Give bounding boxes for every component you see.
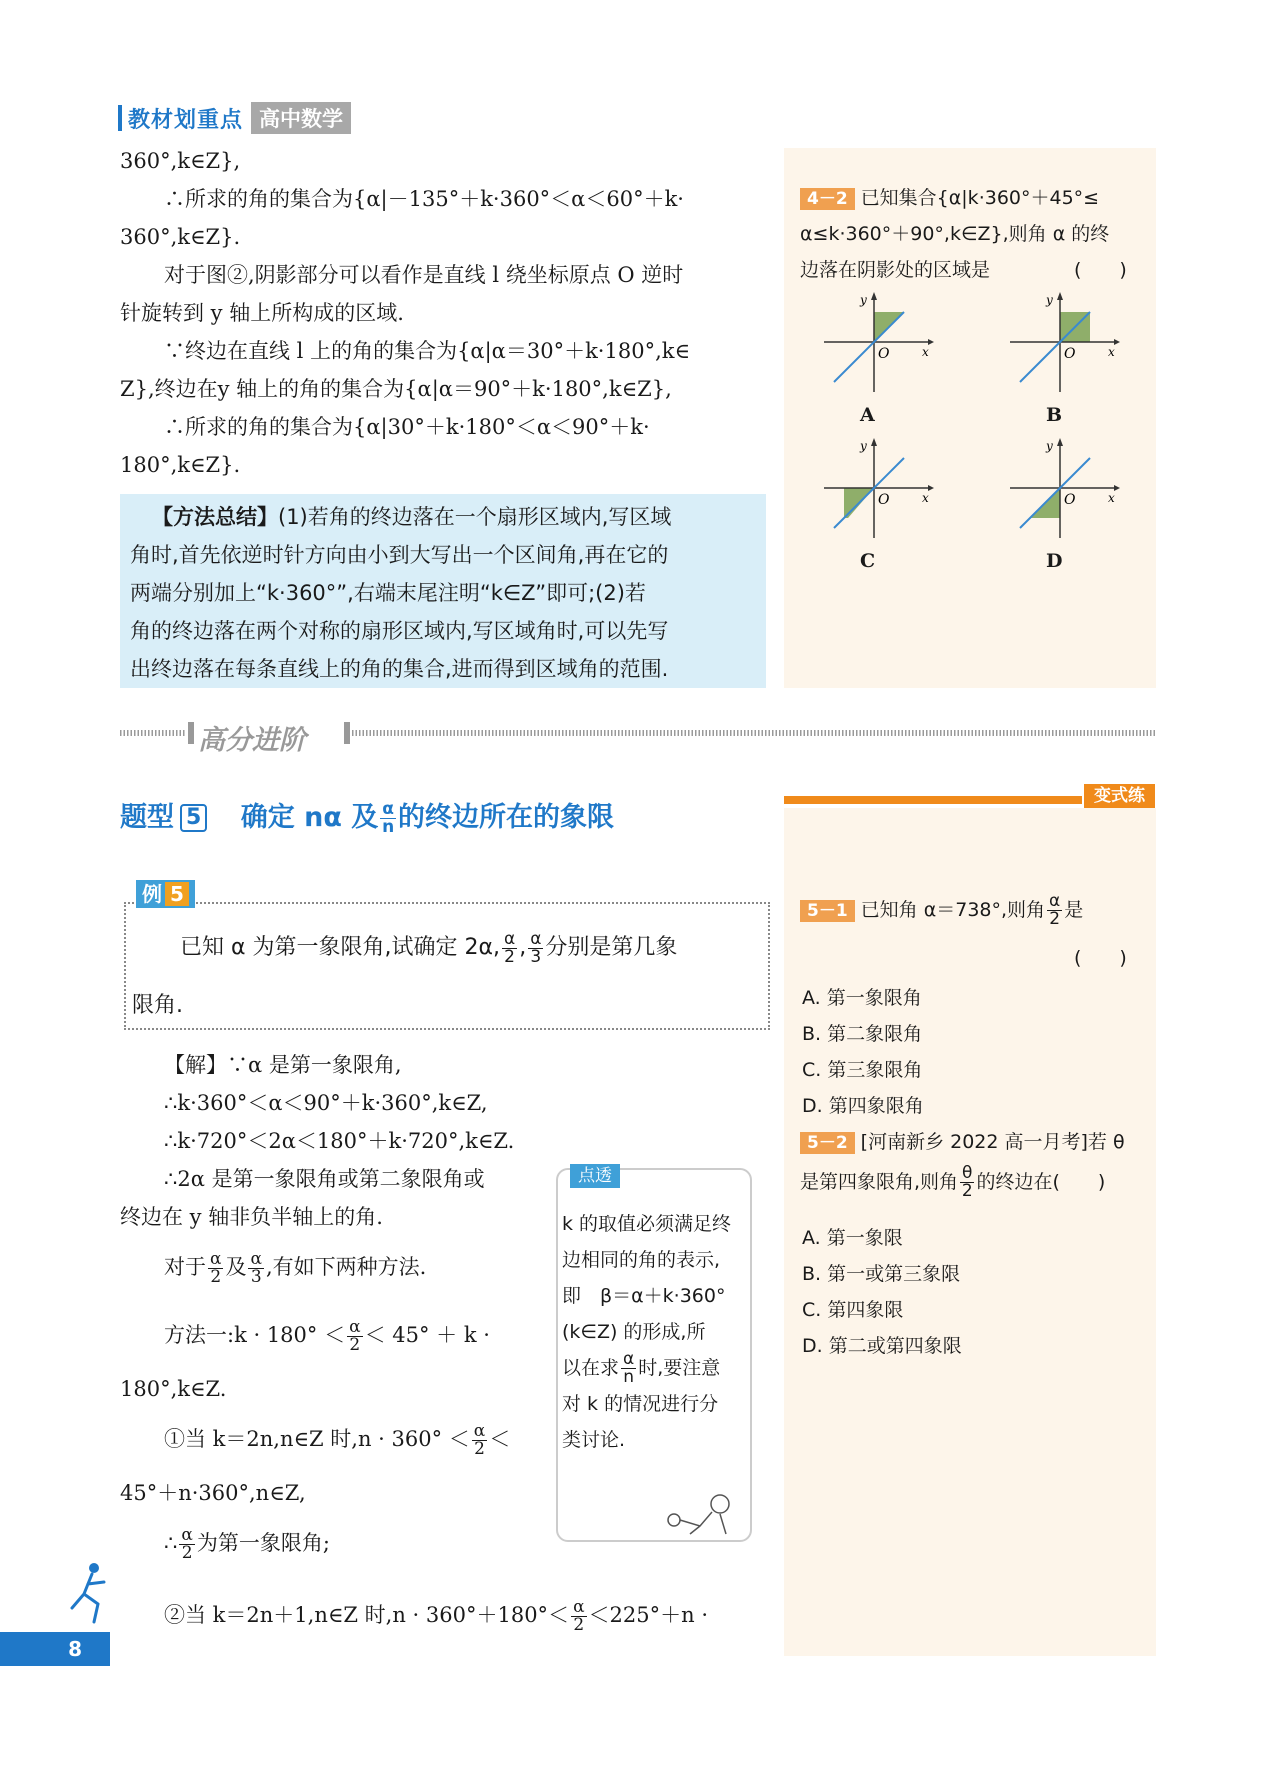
solution-line: 方法一:k · 180° ＜ $\frac{\alpha}{2}$ ＜ 45° ＋ k · (164, 1317, 490, 1355)
section-prefix: 题型 (120, 802, 174, 833)
option-c-label: C (860, 550, 876, 572)
origin-label: O (878, 346, 890, 362)
example-line: 限角. (132, 993, 183, 1018)
tip-label: 点透 (570, 1164, 620, 1188)
text-line: Z},终边在y 轴上的角的集合为{α|α＝90°＋k·180°,k∈Z}, (120, 377, 672, 401)
q4-2-line (800, 180, 1099, 216)
header-bar (118, 105, 122, 131)
summary-line: 出终边落在每条直线上的角的集合,进而得到区域角的范围. (130, 657, 669, 681)
fraction: $\frac{\alpha}{2}$ (503, 928, 516, 967)
solution-line: 【解】∵α 是第一象限角, (164, 1053, 402, 1077)
solution-line: ①当 k＝2n,n∈Z 时,n · 360° ＜ $\frac{\alpha}{2}$ ＜ (164, 1421, 511, 1459)
text-line: 360°,k∈Z}, (120, 149, 241, 173)
option-b-label: B (1046, 404, 1063, 426)
diagram-b (1010, 292, 1120, 392)
fraction: $\frac{\alpha}{2}$ (349, 1317, 361, 1355)
example-line: 已知 α 为第一象限角,试确定 2α, $\frac{\alpha}{2}$ , $\frac{\alpha}{3}$ 分别是第几象 (180, 928, 678, 967)
q5-2-option: D. 第二或第四象限 (802, 1335, 962, 1357)
y-arrow (1057, 292, 1063, 300)
y-label: y (860, 293, 867, 307)
text-line: 180°,k∈Z}. (120, 453, 241, 477)
tip-line: k 的取值必须满足终 (562, 1213, 732, 1235)
q4-2-text: 已知集合{α|k·360°＋45°≤ (860, 187, 1100, 209)
summary-line: (1)若角的终边落在一个扇形区域内,写区域 (278, 505, 672, 529)
header-book: 教材划重点 (128, 107, 244, 133)
text-line: ∴所求的角的集合为{α|－135°＋k·360°＜α＜60°＋k· (164, 187, 684, 211)
solution-line: ∴k·360°＜α＜90°＋k·360°,k∈Z, (164, 1091, 488, 1115)
answer-blank: ( ) (1074, 947, 1127, 969)
section-title-text: 确定 nα 及 (240, 802, 379, 833)
tip-line: 即 β＝α＋k·360° (562, 1285, 726, 1307)
example-label: 例 5 (136, 880, 195, 908)
runner-icon (64, 1560, 114, 1630)
text-line: ∵终边在直线 l 上的角的集合为{α|α＝30°＋k·180°,k∈ (164, 339, 691, 363)
diagram-c (824, 438, 934, 538)
y-arrow (871, 292, 877, 300)
x-label: x (922, 491, 929, 505)
fraction: $\frac{\alpha}{2}$ (210, 1249, 222, 1287)
tip-text (562, 1206, 731, 1458)
text-line: 对于图②,阴影部分可以看作是直线 l 绕坐标原点 O 逆时 (164, 263, 684, 287)
section-title-suffix: 的终边所在的象限 (397, 802, 614, 833)
option-a-label: A (860, 404, 875, 426)
fraction: $\frac{\alpha}{3}$ (530, 928, 542, 967)
solution-line: 终边在 y 轴非负半轴上的角. (120, 1205, 383, 1229)
text-line: ∴所求的角的集合为{α|30°＋k·180°＜α＜90°＋k· (164, 415, 650, 439)
q5-2-option: B. 第一或第三象限 (802, 1263, 961, 1285)
y-label: y (1046, 293, 1053, 307)
option-d-label: D (1046, 550, 1063, 572)
q5-2-option: C. 第四象限 (802, 1299, 904, 1321)
divider-title: 高分进阶 (198, 725, 306, 756)
tip-line: 对 k 的情况进行分 (562, 1393, 719, 1415)
diagram-a (824, 292, 934, 392)
q5-2-line: 5－2 [河南新乡 2022 高一月考]若 θ (800, 1124, 1125, 1160)
diagonal-line (1020, 312, 1090, 382)
origin-label: O (1064, 492, 1076, 508)
y-label: y (1046, 439, 1053, 453)
diagram-d (1010, 438, 1120, 538)
x-arrow (928, 485, 934, 491)
solution-line: ②当 k＝2n＋1,n∈Z 时,n · 360°＋180°＜ $\frac{\alpha}{2}$ ＜225°＋n · (164, 1597, 709, 1635)
tip-line: 边相同的角的表示, (562, 1249, 721, 1271)
x-arrow (1114, 339, 1120, 345)
fraction: $\frac{\alpha}{n}$ (382, 799, 395, 837)
origin-label: O (878, 492, 890, 508)
fraction: $\frac{\alpha}{2}$ (1049, 891, 1061, 929)
running-header (118, 102, 351, 134)
fraction: $\frac{\alpha}{2}$ (181, 1525, 193, 1563)
x-label: x (1108, 345, 1115, 359)
divider-bracket (188, 722, 194, 744)
solution-line: 180°,k∈Z. (120, 1377, 227, 1401)
fraction: $\frac{\theta}{2}$ (961, 1163, 973, 1201)
diagonal-line (834, 312, 904, 382)
tip-line: 以在求 $\frac{\alpha}{n}$ 时,要注意 (562, 1349, 721, 1387)
fraction: $\frac{\alpha}{3}$ (250, 1249, 262, 1287)
fraction: $\frac{\alpha}{2}$ (573, 1597, 585, 1635)
q5-2-tag: 5－2 (800, 1132, 855, 1154)
origin-label: O (1064, 346, 1076, 362)
cartoon-figure-icon (660, 1490, 750, 1536)
page-number: 8 (0, 1632, 110, 1666)
q5-2-option: A. 第一象限 (802, 1227, 903, 1249)
solution-line: 对于 $\frac{\alpha}{2}$ 及 $\frac{\alpha}{3}$ ,有如下两种方法. (164, 1249, 427, 1287)
q5-1-option: B. 第二象限角 (802, 1023, 923, 1045)
q4-2-tag: 4－2 (800, 188, 855, 210)
solution-line: ∴k·720°＜2α＜180°＋k·720°,k∈Z. (164, 1129, 515, 1153)
divider-bracket (344, 722, 350, 744)
x-arrow (1114, 485, 1120, 491)
section-number: 5 (180, 804, 207, 832)
y-arrow (1057, 438, 1063, 446)
q4-2-line: 边落在阴影处的区域是 (800, 259, 991, 281)
fraction: $\frac{\alpha}{2}$ (473, 1421, 486, 1459)
solution-line: 45°＋n·360°,n∈Z, (120, 1481, 306, 1505)
q4-2-line: α≤k·360°＋90°,k∈Z},则角 α 的终 (800, 223, 1110, 245)
summary-line: 两端分别加上“k·360°”,右端末尾注明“k∈Z”即可;(2)若 (130, 581, 646, 605)
summary-label: 【方法总结】 (152, 505, 278, 529)
y-arrow (871, 438, 877, 446)
summary-line: 角的终边落在两个对称的扇形区域内,写区域角时,可以先写 (130, 619, 669, 643)
tip-line: (k∈Z) 的形成,所 (562, 1321, 706, 1343)
section-title (120, 795, 614, 836)
variant-tab: 变式练 (1082, 782, 1157, 810)
q5-2-line: 是第四象限角,则角 $\frac{\theta}{2}$ 的终边在( ) (800, 1163, 1106, 1201)
answer-blank: ( ) (1074, 259, 1127, 281)
header-subject: 高中数学 (251, 102, 351, 134)
method-summary (120, 494, 766, 688)
x-arrow (928, 339, 934, 345)
q5-1-tag: 5－1 (800, 900, 855, 922)
text-line: 针旋转到 y 轴上所构成的区域. (120, 301, 404, 325)
y-label: y (860, 439, 867, 453)
example-box (124, 902, 770, 1030)
text-line: 360°,k∈Z}. (120, 225, 241, 249)
fraction: $\frac{\alpha}{n}$ (623, 1349, 635, 1387)
q5-1-option: A. 第一象限角 (802, 987, 922, 1009)
q5-1-option: D. 第四象限角 (802, 1095, 924, 1117)
q5-1-line: 5－1 已知角 α＝738°,则角 $\frac{\alpha}{2}$ 是 (800, 892, 1083, 928)
x-label: x (1108, 491, 1115, 505)
summary-line: 角时,首先依逆时针方向由小到大写出一个区间角,再在它的 (130, 543, 669, 567)
tip-line: 类讨论. (562, 1429, 626, 1451)
solution-line: ∴2α 是第一象限角或第二象限角或 (164, 1167, 485, 1191)
q5-1-option: C. 第三象限角 (802, 1059, 923, 1081)
solution-line: ∴ $\frac{\alpha}{2}$ 为第一象限角; (164, 1525, 330, 1563)
x-label: x (922, 345, 929, 359)
